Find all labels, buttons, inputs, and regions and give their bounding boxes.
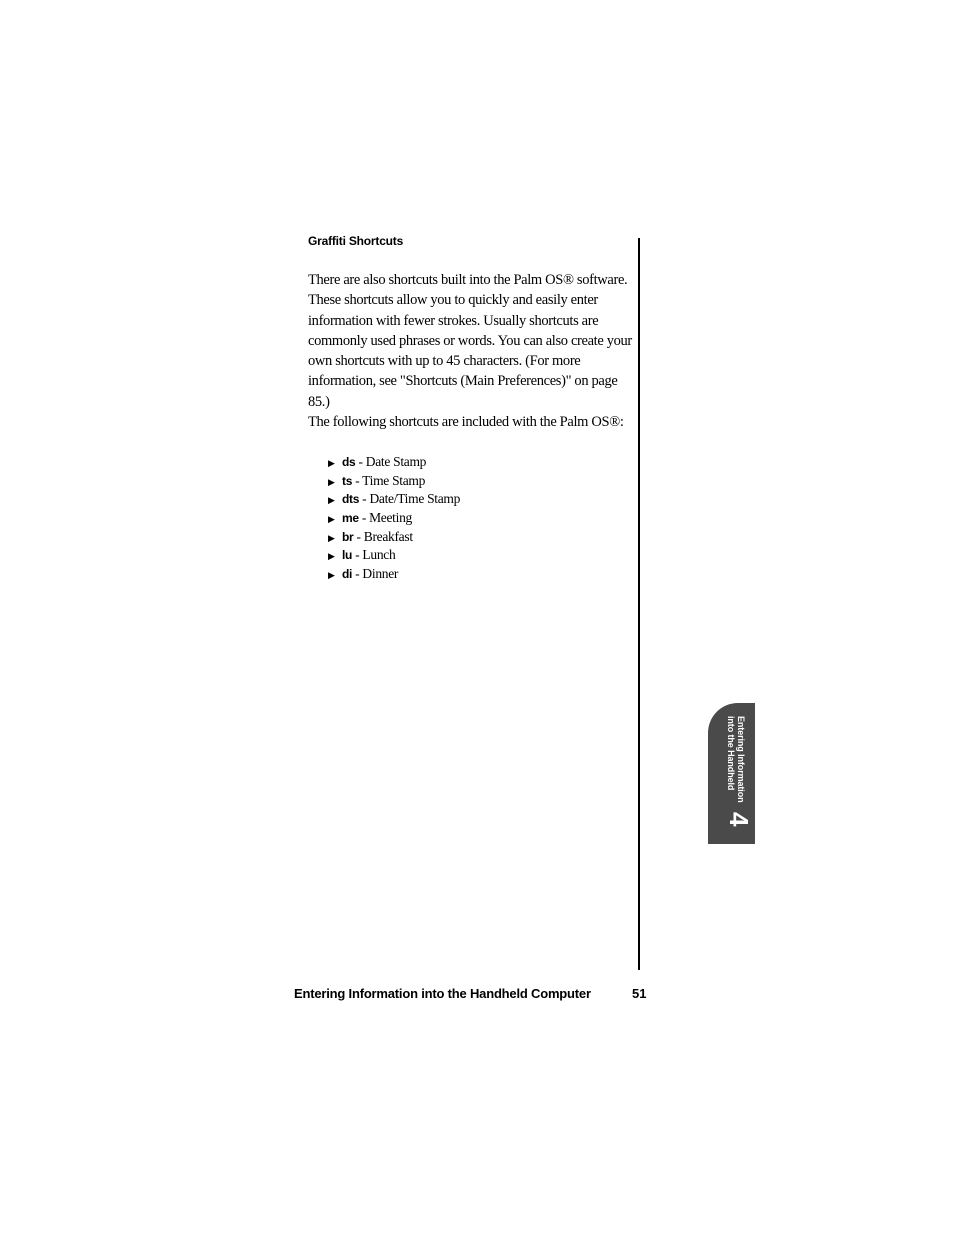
chapter-tab-label-line2: into the Handheld <box>726 716 736 791</box>
triangle-bullet-icon: ▶ <box>328 477 335 488</box>
triangle-bullet-icon: ▶ <box>328 515 335 526</box>
margin-rule <box>638 238 640 970</box>
shortcut-code: ds <box>342 455 356 469</box>
list-item <box>328 565 460 584</box>
body-paragraph-list-intro: The following shortcuts are included with the Palm OS®: <box>308 414 624 430</box>
list-item <box>328 528 460 547</box>
shortcut-code: lu <box>342 548 353 563</box>
list-item <box>328 453 460 472</box>
shortcut-description: - Dinner <box>352 566 399 582</box>
shortcut-description: - Breakfast <box>353 528 413 544</box>
section-heading: Graffiti Shortcuts <box>308 234 404 248</box>
shortcut-description: - Meeting <box>358 510 412 526</box>
page-number: 51 <box>632 986 647 1001</box>
footer-title: Entering Information into the Handheld Computer <box>294 986 591 1001</box>
list-item <box>328 509 460 528</box>
triangle-bullet-icon: ▶ <box>328 496 335 507</box>
shortcut-description: - Time Stamp <box>352 472 426 488</box>
triangle-bullet-icon: ▶ <box>328 459 335 469</box>
shortcut-description: - Date Stamp <box>355 454 427 469</box>
shortcut-list <box>328 453 460 584</box>
chapter-tab-label <box>726 716 746 803</box>
triangle-bullet-icon: ▶ <box>328 552 335 563</box>
shortcut-code: ts <box>342 473 353 488</box>
shortcut-code: dts <box>342 492 360 507</box>
list-item <box>328 472 460 491</box>
chapter-tab-number: 4 <box>724 812 754 827</box>
shortcut-description: - Date/Time Stamp <box>359 491 461 507</box>
body-paragraph-intro: There are also shortcuts built into the Palm OS® software. These shortcuts allow you to quickly and easily enter information with fewer strokes. Usually shortcuts are commonly used phrases or words. You can also create your own shortcuts with up to 45 characters. (For more information, see "Shortcuts (Main Preferences)" on page 85.) <box>308 272 632 410</box>
shortcut-code: br <box>342 529 354 544</box>
triangle-bullet-icon: ▶ <box>328 533 335 544</box>
list-item <box>328 546 460 565</box>
chapter-tab-label-line1: Entering Information <box>736 716 746 803</box>
shortcut-code: di <box>342 567 353 582</box>
shortcut-code: me <box>342 511 359 526</box>
list-item <box>328 490 460 509</box>
triangle-bullet-icon: ▶ <box>328 571 335 582</box>
shortcut-description: - Lunch <box>352 547 396 563</box>
